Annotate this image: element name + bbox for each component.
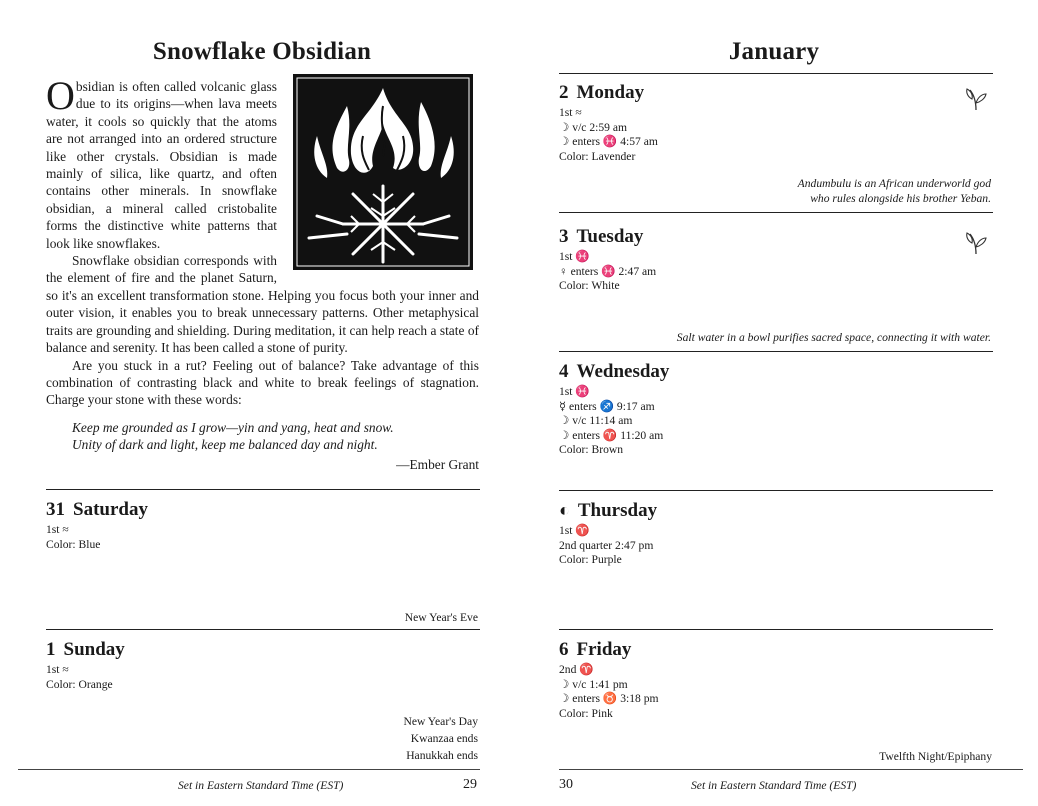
- author-signature: —Ember Grant: [396, 456, 479, 472]
- day-divider: [559, 490, 993, 491]
- day-details: 1st ♓ ♀ enters ♓ 2:47 am Color: White: [559, 250, 657, 293]
- day-entry-1: [46, 639, 480, 692]
- day-entry-4: [559, 361, 993, 458]
- drop-cap: O: [46, 73, 75, 118]
- day-details: 1st ♈ 2nd quarter 2:47 pm Color: Purple: [559, 524, 654, 567]
- essay-paragraph-3: Are you stuck in a rut? Feeling out of balance? Take advantage of this combination of contrasting black and white to break feelings of stagnation. Charge your stone with these words:: [46, 357, 479, 408]
- day-details: 2nd ♈ ☽ v/c 1:41 pm ☽ enters ♉ 3:18 pm Color: Pink: [559, 663, 659, 720]
- day-heading: 31 Saturday: [46, 499, 148, 520]
- day-details: 1st ≈ Color: Blue: [46, 523, 101, 551]
- day-heading: 2 Monday: [559, 82, 645, 103]
- day-divider: [559, 351, 993, 352]
- poem: [46, 419, 479, 454]
- page-number: 29: [463, 777, 477, 792]
- day-divider: [559, 212, 993, 213]
- page-title: January: [728, 38, 820, 65]
- poem-line: Keep me grounded as I grow—yin and yang, heat and snow.: [72, 419, 394, 435]
- footer-rule: [18, 769, 480, 770]
- day-lore-note: Andumbulu is an African underworld god who rules alongside his brother Yeban.: [797, 177, 991, 205]
- day-lore-note: Salt water in a bowl purifies sacred space, connecting it with water.: [676, 331, 991, 344]
- fire-snowflake-woodcut-icon: [287, 66, 479, 276]
- day-heading: 3 Tuesday: [559, 226, 644, 247]
- essay-paragraph-2: Snowflake obsidian corresponds with the element of fire and the planet Saturn, so it's an excellent transformation stone. Helping you focus both your inner and outer vision, it enables you to break unnecessary patterns. Other metaphysical traits are grounding and shielding. During meditation, it can help reach a state of balance and serenity. It has been called a stone of purity.: [46, 253, 479, 356]
- page-footer: Set in Eastern Standard Time (EST): [178, 779, 344, 792]
- day-heading: 1 Sunday: [46, 639, 125, 660]
- day-entry-5: [559, 499, 993, 568]
- day-heading: 6 Friday: [559, 639, 632, 660]
- plant-sprig-icon: [964, 85, 988, 111]
- day-details: 1st ≈ ☽ v/c 2:59 am ☽ enters ♓ 4:57 am Color: Lavender: [559, 106, 658, 163]
- day-divider: [559, 73, 993, 74]
- day-heading: ◐ Thursday: [559, 500, 658, 521]
- page-footer: Set in Eastern Standard Time (EST): [691, 779, 857, 792]
- day-entry-3: [559, 226, 993, 294]
- holiday-note: New Year's Eve: [404, 611, 478, 624]
- day-details: 1st ≈ Color: Orange: [46, 663, 113, 691]
- plant-sprig-icon: [964, 229, 988, 255]
- day-heading: 4 Wednesday: [559, 361, 670, 382]
- poem-line: Unity of dark and light, keep me balanced day and night.: [72, 437, 378, 453]
- day-details: 1st ♓ ☿ enters ♐ 9:17 am ☽ v/c 11:14 am ☽ enters ♈ 11:20 am Color: Brown: [559, 385, 664, 457]
- day-entry-2: [559, 82, 993, 164]
- day-entry-31: [46, 499, 480, 552]
- first-quarter-moon-icon: ◐: [559, 500, 570, 520]
- day-divider: [559, 629, 993, 630]
- essay-paragraph-1: bsidian is often called volcanic glass due to its origins—when lava meets water, it cools so quickly that the atoms are not arranged into an ordered structure like other crystals. Obsidian is made mainly of silica, like quartz, and often contains other minerals. In snowflake obsidian, a mineral called cristobalite forms the distinctive white patterns that look like snowflakes.: [46, 79, 277, 251]
- day-divider: [46, 629, 480, 630]
- day-divider: [46, 489, 480, 490]
- page-number: 30: [559, 777, 573, 792]
- holiday-note: Twelfth Night/Epiphany: [879, 750, 992, 763]
- footer-rule: [559, 769, 1023, 770]
- right-page: [519, 0, 1038, 806]
- day-entry-6: [559, 639, 993, 721]
- essay: [46, 73, 479, 473]
- holiday-notes: New Year's Day Kwanzaa ends Hanukkah ends: [403, 715, 478, 762]
- page-title: Snowflake Obsidian: [152, 38, 372, 65]
